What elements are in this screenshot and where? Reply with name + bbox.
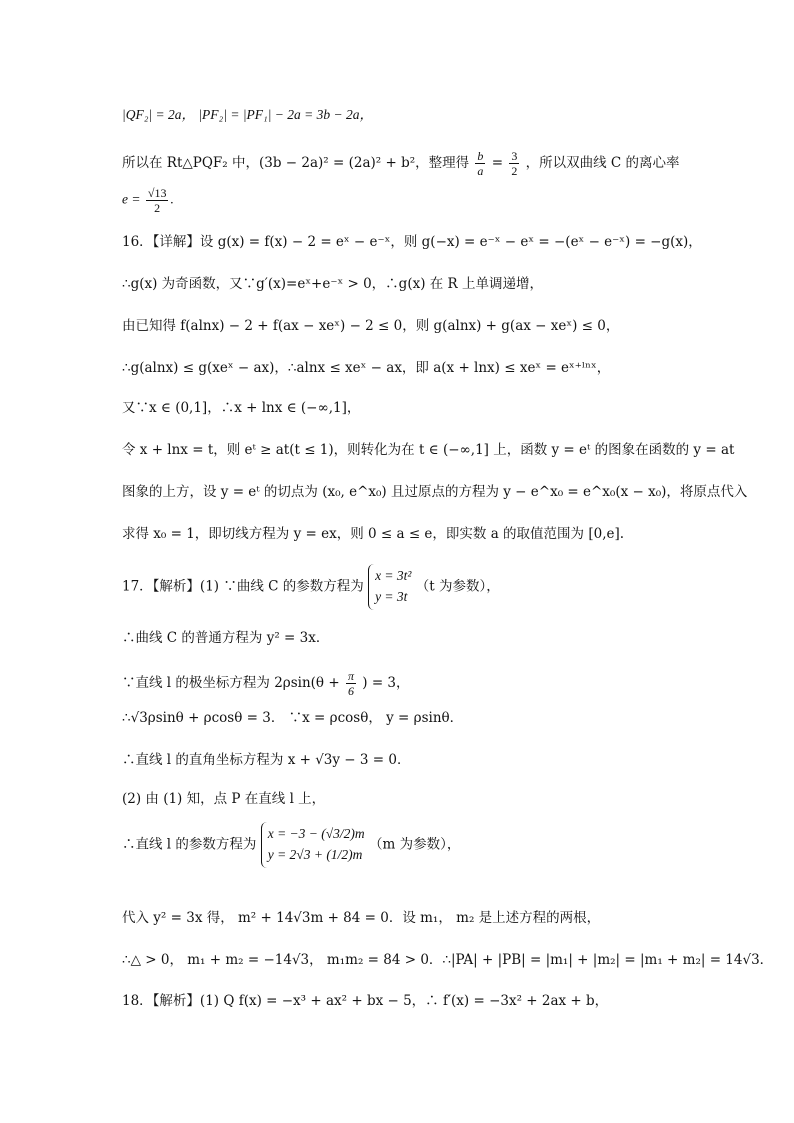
- text-line: 18．【解析】(1) Q f(x) = −x³ + ax² + bx − 5，∴ f′(x) = −3x² + 2ax + b，: [122, 993, 609, 1009]
- fraction: $\frac{√13}{2}$: [147, 186, 167, 215]
- equation: x = 3t²: [375, 568, 412, 583]
- text-line: ∴g(alnx) ≤ g(xeˣ − ax)，∴alnx ≤ xeˣ − ax，即 a(x + lnx) ≤ xeˣ = eˣ⁺ˡⁿˣ，: [122, 360, 611, 376]
- fraction: $\frac{3}{2}$: [511, 149, 518, 178]
- text-line: 代入 y² = 3x 得， m² + 14√3m + 84 = 0．设 m₁， m₂ 是上述方程的两根，: [122, 910, 601, 926]
- text-line: [122, 150, 680, 177]
- text-line: 又∵x ∈ (0,1]，∴x + lnx ∈ (−∞,1]，: [122, 400, 361, 416]
- text-segment: .: [170, 191, 174, 207]
- text-segment: （m 为参数），: [368, 836, 461, 853]
- text-line: ∴直线 l 的直角坐标方程为 x + √3y − 3 = 0．: [122, 752, 411, 768]
- text-line: (2) 由 (1) 知，点 P 在直线 l 上，: [122, 791, 326, 807]
- text-line: [122, 564, 500, 610]
- equation: y = 3t: [375, 588, 408, 604]
- text-segment: =: [491, 155, 504, 171]
- equation-system: [261, 822, 365, 868]
- equation-system: [368, 564, 411, 610]
- text-line: ∴√3ρsinθ + ρcosθ = 3． ∵x = ρcosθ， y = ρsinθ．: [122, 710, 464, 726]
- text-line: 16．【详解】设 g(x) = f(x) − 2 = eˣ − e⁻ˣ，则 g(−x) = e⁻ˣ − eˣ = −(eˣ − e⁻ˣ) = −g(x)，: [122, 234, 702, 250]
- text-line: [122, 670, 410, 697]
- text-segment: （t 为参数），: [415, 578, 500, 595]
- fraction: $\frac{b}{a}$: [477, 149, 484, 178]
- equation: y = 2√3 + (1/2)m: [267, 846, 363, 862]
- text-line: 令 x + lnx = t，则 eᵗ ≥ at(t ≤ 1)，则转化为在 t ∈ (−∞,1] 上，函数 y = eᵗ 的图象在函数的 y = at: [122, 442, 735, 458]
- text-line: [122, 187, 174, 214]
- text-segment: ，所以双曲线 C 的离心率: [525, 155, 680, 171]
- text-segment: ) = 3，: [362, 675, 410, 691]
- text-line: 图象的上方，设 y = eᵗ 的切点为 (x₀, e^x₀) 且过原点的方程为 y − e^x₀ = e^x₀(x − x₀)，将原点代入: [122, 484, 748, 500]
- text-segment: ∴直线 l 的参数方程为: [122, 836, 257, 853]
- text-line: ∴△ > 0， m₁ + m₂ = −14√3， m₁m₂ = 84 > 0．∴|PA| + |PB| = |m₁| + |m₂| = |m₁ + m₂| = 14√3．: [122, 952, 774, 968]
- text-line: 求得 x₀ = 1，即切线方程为 y = ex，则 0 ≤ a ≤ e，即实数 a 的取值范围为 [0,e].: [122, 526, 625, 542]
- text-line: ∴g(x) 为奇函数，又∵g′(x)=eˣ+e⁻ˣ > 0，∴g(x) 在 R 上单调递增，: [122, 276, 544, 292]
- fraction: $\frac{\pi}{6}$: [347, 669, 354, 698]
- equation: x = −3 − (√3/2)m: [267, 826, 365, 841]
- text-line: 由已知得 f(alnx) − 2 + f(ax − xeˣ) − 2 ≤ 0，则 g(alnx) + g(ax − xeˣ) ≤ 0，: [122, 318, 620, 334]
- text-segment: 17．【解析】(1) ∵曲线 C 的参数方程为: [122, 578, 364, 595]
- text-segment: e =: [122, 191, 141, 207]
- text-line: |QF₂| = 2a， |PF₂| = |PF₁| − 2a = 3b − 2a，: [122, 107, 374, 122]
- text-segment: 所以在 Rt△PQF₂ 中，(3b − 2a)² = (2a)² + b²，整理得: [122, 155, 470, 171]
- text-line: [122, 822, 460, 868]
- text-segment: ∵直线 l 的极坐标方程为 2ρsin(θ +: [122, 675, 340, 691]
- text-line: ∴曲线 C 的普通方程为 y² = 3x．: [122, 630, 330, 646]
